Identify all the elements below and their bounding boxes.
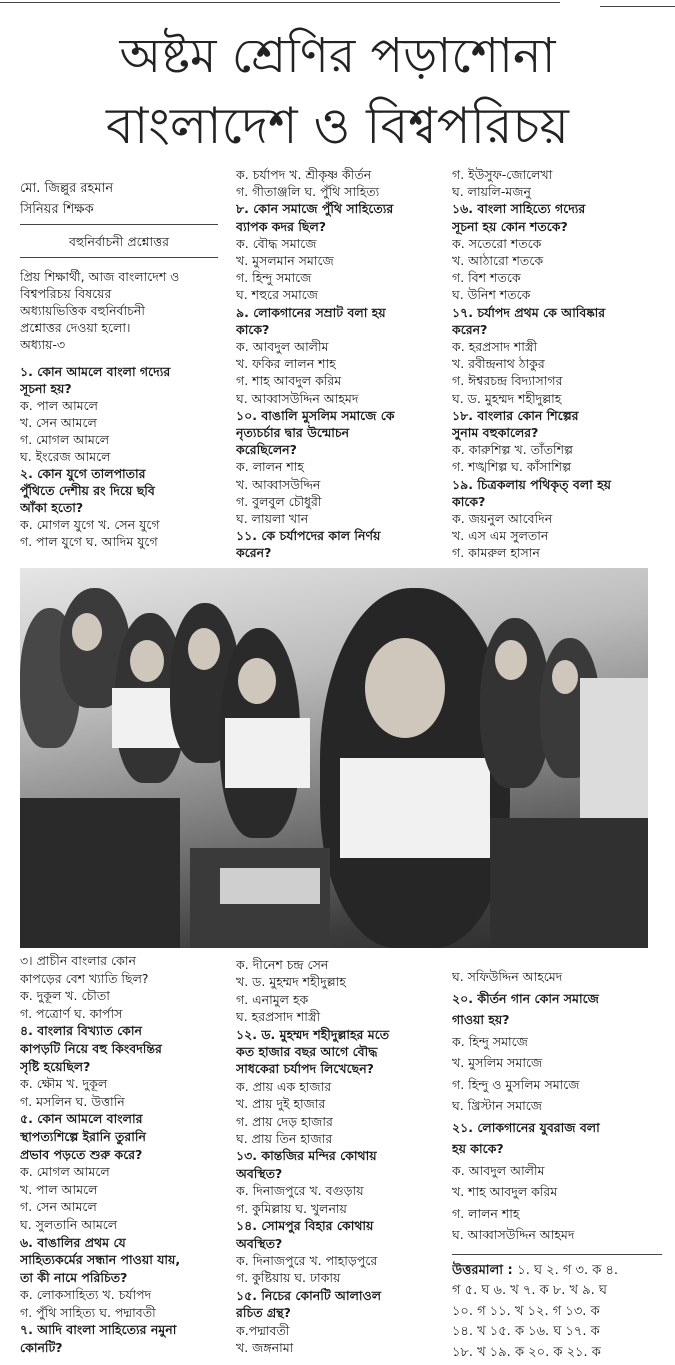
question-text: স্থাপত্যশিল্পে ইরানি তুরানি — [20, 1128, 146, 1144]
question-text: সূচনা হয় কোন শতকে? — [452, 218, 568, 234]
option-text: গ. প্রায় দেড় হাজার — [236, 1113, 333, 1129]
question-text: ১. কোন আমলে বাংলা গদ্যের — [20, 364, 171, 379]
question-text: ১১. কে চর্যাপদের কাল নির্ণয় — [236, 528, 381, 544]
question-text: নৃত্যচর্চার দ্বার উন্মোচন — [236, 425, 350, 441]
option-text: ঘ. লায়লা খান — [236, 511, 309, 527]
question-text: ১৬. বাংলা সাহিত্যে গদ্যের — [452, 201, 586, 217]
question-text: কাকে? — [236, 321, 270, 337]
author-name: মো. জিল্লুর রহমান — [20, 181, 114, 196]
intro-line: প্রিয় শিক্ষার্থী, আজ বাংলাদেশ ও — [20, 269, 180, 284]
answer-key-label: উত্তরমালা : — [452, 1262, 518, 1278]
option-text: খ. এস এম সুলতান — [452, 528, 549, 544]
question-text: অবস্থিত? — [236, 1165, 283, 1181]
divider — [452, 1254, 662, 1255]
option-text: ক. দুকূল খ. চৌতা — [20, 988, 110, 1004]
question-text: ১৫. নিচের কোনটি আলাওল — [236, 1287, 382, 1303]
option-text: ক. প্রায় এক হাজার — [236, 1078, 332, 1094]
question-text: কোনটি? — [20, 1340, 63, 1356]
answer-key-line: ১৮. খ ১৯. ক ২০. ক ২১. ক — [452, 1344, 601, 1360]
option-text: খ. জঙ্গনামা — [236, 1339, 294, 1355]
question-text: রচিত গ্রন্থ? — [236, 1305, 291, 1321]
option-text: কাপড়ের বেশ খ্যাতি ছিল? — [20, 970, 149, 986]
question-text: ৫. কোন আমলে বাংলার — [20, 1111, 143, 1127]
option-text: ঘ. ড. মুহম্মদ শহীদুল্লাহ — [452, 390, 562, 406]
answer-key-line: ১৪. খ ১৫. ক ১৬. ঘ ১৭. ক — [452, 1324, 600, 1339]
column-3-top — [452, 166, 662, 562]
option-text: খ. রবীন্দ্রনাথ ঠাকুর — [452, 356, 545, 372]
option-text: ঘ. শহুরে সমাজে — [236, 287, 318, 303]
question-text: করেছিলেন? — [236, 442, 297, 458]
question-text: ৭. আদি বাংলা সাহিত্যের নমুনা — [20, 1322, 177, 1338]
option-text: খ. ফকির লালন শাহ — [236, 356, 336, 372]
author-designation: সিনিয়র শিক্ষক — [20, 202, 94, 217]
question-text: ব্যাপক কদর ছিল? — [236, 218, 327, 234]
question-text: ১৭. চর্যাপদ প্রথম কে আবিষ্কার — [452, 304, 606, 320]
answer-key-line: গ ৫. ঘ ৬. খ ৭. ক ৮. খ ৯. ঘ — [452, 1283, 607, 1298]
column-2-bottom — [236, 956, 444, 1356]
question-text: আঁকা হতো? — [20, 500, 84, 515]
option-text: খ. ড. মুহম্মদ শহীদুল্লাহ — [236, 974, 346, 990]
divider — [20, 257, 218, 258]
option-text: খ. মুসলিম সমাজে — [452, 1055, 543, 1070]
question-text: ৬. বাঙালির প্রথম যে — [20, 1234, 126, 1250]
option-text: ক. হরপ্রসাদ শাস্ত্রী — [452, 339, 538, 355]
question-text: করেন? — [452, 321, 488, 337]
option-text: খ. প্রায় দুই হাজার — [236, 1096, 326, 1112]
option-text: ক. কারুশিল্প খ. তাঁতশিল্প — [452, 442, 573, 458]
option-text: গ. লালন শাহ — [452, 1205, 520, 1221]
question-text: করেন? — [236, 545, 272, 561]
option-text: গ. এনামুল হক — [236, 991, 309, 1007]
intro-line: অধ্যায়ভিত্তিক বহুনির্বাচনী — [20, 303, 145, 318]
option-text: ঘ. সুলতানি আমলে — [20, 1216, 118, 1232]
question-list — [20, 363, 218, 550]
page-subtitle: বাংলাদেশ ও বিশ্বপরিচয় — [106, 97, 569, 155]
option-text: ক. সতেরো শতকে — [452, 235, 542, 251]
option-text: ক. হিন্দু সমাজে — [452, 1033, 528, 1049]
option-text: খ. সেন আমলে — [20, 415, 97, 430]
question-text: সূচনা হয়? — [20, 381, 72, 396]
question-text: ১০. বাঙালি মুসলিম সমাজে কে — [236, 407, 395, 423]
option-text: ক. চর্যাপদ খ. শ্রীকৃষ্ণ কীর্তন — [236, 167, 372, 182]
option-text: খ. শাহ আবদুল করিম — [452, 1184, 558, 1199]
option-text: গ. পত্রোর্ণ ঘ. কার্পাস — [20, 1005, 123, 1021]
page-title: অষ্টম শ্রেণির পড়াশোনা — [119, 28, 556, 84]
option-text: গ. বিশ শতকে — [452, 270, 521, 286]
question-text: কাপড়টি নিয়ে বহু কিংবদন্তির — [20, 1040, 162, 1056]
option-text: ক. পাল আমলে — [20, 398, 98, 413]
option-text: গ. বুলবুল চৌধুরী — [236, 493, 322, 509]
option-text: ঘ. সফিউদ্দিন আহমেদ — [452, 969, 563, 984]
question-text: সুনাম বহুকালের? — [452, 425, 539, 441]
option-text: ঘ. হরপ্রসাদ শাস্ত্রী — [236, 1009, 321, 1025]
question-text: ১৯. চিত্রকলায় পথিকৃত্ বলা হয় — [452, 476, 612, 492]
intro-line: বিশ্বপরিচয় বিষয়ের — [20, 286, 112, 301]
option-text: ক. দীনেশ চন্দ্র সেন — [236, 957, 329, 972]
option-text: গ. পাল যুগে ঘ. আদিম যুগে — [20, 534, 158, 549]
answer-key-line: ১০. গ ১১. খ ১২. গ ১৩. ক — [452, 1303, 600, 1319]
option-text: ক. ক্ষৌম খ. দুকূল — [20, 1076, 108, 1092]
column-3-bottom — [452, 966, 662, 1363]
question-text: ২১. লোকগানের যুবরাজ বলা — [452, 1119, 600, 1135]
column-1-bottom — [20, 952, 230, 1357]
question-text: কত হাজার বছর আগে বৌদ্ধ — [236, 1044, 378, 1060]
option-text: ক. লালন শাহ — [236, 459, 304, 475]
question-text: সাহিত্যকর্মের সন্ধান পাওয়া যায়, — [20, 1252, 181, 1268]
option-text: ঘ. উনিশ শতকে — [452, 287, 531, 303]
option-text: ক. দিনাজপুরে খ. পাহাড়পুরে — [236, 1252, 378, 1268]
top-rule — [0, 2, 560, 3]
option-text: ক. আবদুল আলীম — [452, 1162, 545, 1178]
column-1-top — [20, 178, 218, 550]
question-text: ৯. লোকগানের সম্রাট বলা হয় — [236, 304, 386, 320]
intro-line: প্রশ্নোত্তর দেওয়া হলো। — [20, 320, 131, 335]
option-text: গ. হিন্দু ও মুসলিম সমাজে — [452, 1076, 580, 1092]
option-text: গ. শঙ্খশিল্প ঘ. কাঁসাশিল্প — [452, 459, 571, 475]
option-text: গ. মোগল আমলে — [20, 432, 110, 447]
question-text: সাধকেরা চর্যাপদ লিখেছেন? — [236, 1061, 374, 1077]
option-text: গ. কুমিল্লায় ঘ. খুলনায় — [236, 1200, 347, 1216]
option-text: ঘ. আব্বাসউদ্দিন আহমদ — [452, 1227, 575, 1242]
question-text: অবস্থিত? — [236, 1235, 283, 1251]
question-text: তা কী নামে পরিচিত? — [20, 1269, 128, 1285]
option-text: ক.পদ্মাবতী — [236, 1322, 290, 1338]
option-text: ক. আবদুল আলীম — [236, 339, 329, 355]
option-text: গ. গীতাঞ্জলি ঘ. পুঁথি সাহিত্য — [236, 184, 380, 200]
option-text: ক. বৌদ্ধ সমাজে — [236, 235, 317, 251]
section-heading: বহুনির্বাচনী প্রশ্নোত্তর — [69, 234, 169, 249]
option-text: গ. সেন আমলে — [20, 1199, 97, 1215]
option-text: গ. শাহ আবদুল করিম — [236, 373, 342, 389]
question-text: ১২. ড. মুহম্মদ শহীদুল্লাহর মতে — [236, 1026, 390, 1042]
option-text: খ. আব্বাসউদ্দিন — [236, 476, 321, 492]
answer-key-line: ১. ঘ ২. গ ৩. ক ৪. — [517, 1262, 619, 1278]
option-text: খ. পাল আমলে — [20, 1181, 98, 1197]
classroom-photo — [20, 568, 648, 948]
option-text: গ. হিন্দু সমাজে — [236, 270, 312, 286]
question-text: ১৪. সোমপুর বিহার কোথায় — [236, 1218, 374, 1234]
option-text: ঘ. লায়লি-মজনু — [452, 184, 531, 200]
option-text: ঘ. ইংরেজ আমলে — [20, 449, 111, 464]
option-text: ক. জয়নুল আবেদিন — [452, 511, 553, 527]
answer-key — [452, 1261, 662, 1364]
question-text: ৪. বাংলার বিখ্যাত কোন — [20, 1023, 142, 1039]
question-text: ২. কোন যুগে তালপাতার — [20, 466, 146, 481]
question-text: ৮. কোন সমাজে পুঁথি সাহিত্যের — [236, 201, 394, 217]
column-2-top — [236, 166, 436, 562]
option-text: খ. মুসলমান সমাজে — [236, 253, 334, 269]
option-text: গ. পুঁথি সাহিত্য ঘ. পদ্মাবতী — [20, 1304, 156, 1320]
question-text: সৃষ্টি হয়েছিল? — [20, 1058, 91, 1074]
top-rule-right — [600, 6, 675, 7]
question-text: কাকে? — [452, 493, 486, 509]
option-text: ক. দিনাজপুরে খ. বগুড়ায় — [236, 1183, 364, 1199]
option-text: গ. কুষ্টিয়ায় ঘ. ঢাকায় — [236, 1270, 341, 1286]
option-text: ক. মোগল আমলে — [20, 1164, 110, 1180]
intro-paragraph — [20, 268, 218, 353]
question-text: পুঁথিতে দেশীয় রং দিয়ে ছবি — [20, 483, 155, 498]
option-text: ঘ. প্রায় তিন হাজার — [236, 1131, 333, 1147]
option-text: ক. মোগল যুগে খ. সেন যুগে — [20, 517, 160, 532]
intro-line: অধ্যায়-৩ — [20, 337, 66, 352]
question-text: প্রভাব পড়তে শুরু করে? — [20, 1146, 143, 1162]
option-text: গ. ঈশ্বরচন্দ্র বিদ্যাসাগর — [452, 373, 563, 389]
option-text: ক. লোকসাহিত্য খ. চর্যাপদ — [20, 1287, 152, 1303]
option-text: গ. কামরুল হাসান — [452, 545, 540, 561]
option-text: ৩। প্রাচীন বাংলার কোন — [20, 953, 136, 968]
option-text: গ. ইউসুফ-জোলেখা — [452, 167, 553, 182]
option-text: ঘ. আব্বাসউদ্দিন আহমদ — [236, 390, 359, 406]
question-text: ১৮. বাংলার কোন শিল্পের — [452, 407, 579, 423]
question-text: ১৩. কান্তজির মন্দির কোথায় — [236, 1148, 377, 1164]
option-text: গ. মসলিন ঘ. উত্তানি — [20, 1093, 125, 1109]
question-text: গাওয়া হয়? — [452, 1012, 510, 1027]
question-list — [452, 966, 662, 1246]
divider — [20, 224, 218, 225]
option-text: খ. আঠারো শতকে — [452, 253, 544, 269]
question-text: হয় কাকে? — [452, 1141, 504, 1156]
option-text: ঘ. খ্রিস্টান সমাজে — [452, 1098, 542, 1113]
question-text: ২০. কীর্তন গান কোন সমাজে — [452, 990, 599, 1006]
